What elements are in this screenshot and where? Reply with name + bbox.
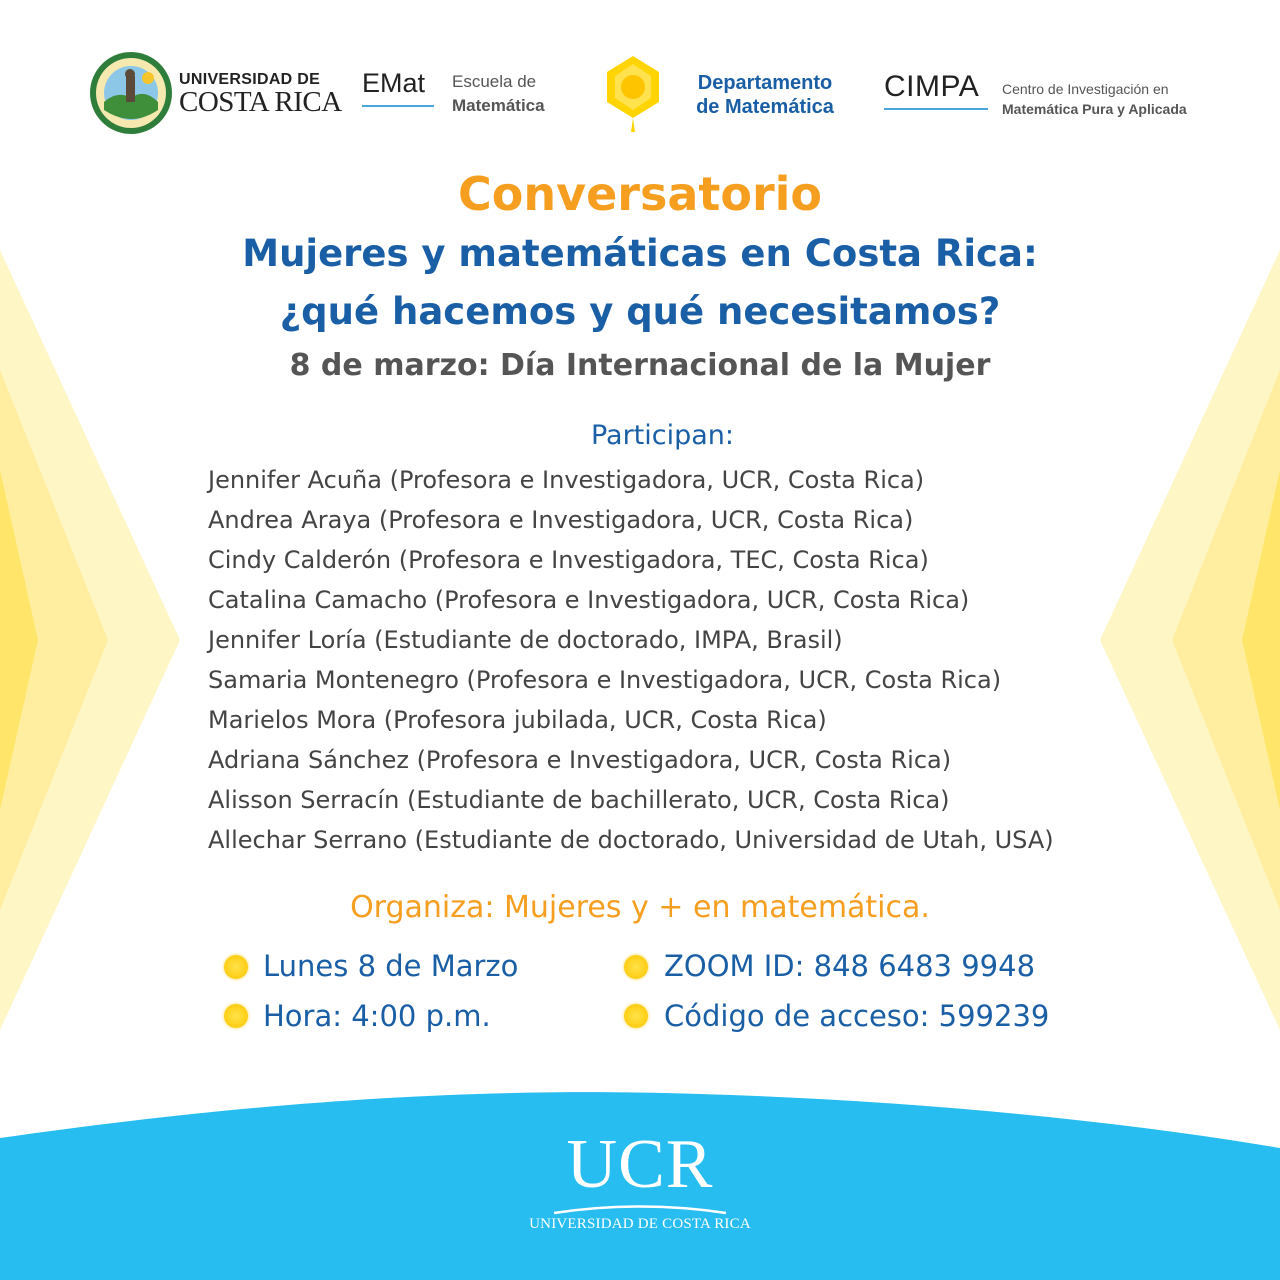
access-code: Código de acceso: 599239 (664, 999, 1050, 1033)
event-time: Hora: 4:00 p.m. (263, 999, 491, 1033)
emat-name: EMat (362, 68, 426, 98)
event-title-line1: Mujeres y matemáticas en Costa Rica: (242, 232, 1038, 275)
emat-description (452, 70, 545, 118)
cimpa-logo (884, 70, 988, 110)
departamento-line1: Departamento (697, 72, 833, 94)
bullet-dot-icon (624, 955, 648, 979)
footer-ucr-swoosh (550, 1202, 730, 1216)
participant-item: Marielos Mora (Profesora jubilada, UCR, Costa Rica) (208, 706, 827, 734)
participant-item: Samaria Montenegro (Profesora e Investigadora, UCR, Costa Rica) (208, 666, 1002, 694)
participant-item: Allechar Serrano (Estudiante de doctorado, Universidad de Utah, USA) (208, 826, 1054, 854)
participants-heading: Participan: (590, 420, 735, 451)
event-date: Lunes 8 de Marzo (263, 949, 519, 983)
participant-item: Jennifer Acuña (Profesora e Investigadora, UCR, Costa Rica) (208, 466, 925, 494)
participant-item: Alisson Serracín (Estudiante de bachillerato, UCR, Costa Rica) (208, 786, 950, 814)
cimpa-name: CIMPA (884, 70, 980, 103)
emat-line2: Matemática (452, 96, 545, 115)
participant-item: Catalina Camacho (Profesora e Investigadora, UCR, Costa Rica) (208, 586, 970, 614)
ucr-wordmark-line1: UNIVERSIDAD DE (179, 71, 321, 88)
ucr-wordmark (179, 71, 342, 116)
participant-item: Jennifer Loría (Estudiante de doctorado, IMPA, Brasil) (208, 626, 843, 654)
zoom-id: ZOOM ID: 848 6483 9948 (664, 949, 1036, 983)
departamento-logo (680, 71, 850, 119)
organizer-line: Organiza: Mujeres y + en matemática. (350, 890, 930, 925)
event-kind: Conversatorio (457, 167, 823, 221)
cimpa-description (1002, 79, 1187, 119)
footer-ucr-subtext: UNIVERSIDAD DE COSTA RICA (529, 1216, 751, 1232)
bullet-dot-icon (224, 955, 248, 979)
cimpa-line2: Matemática Pura y Aplicada (1002, 101, 1187, 117)
participant-item: Andrea Araya (Profesora e Investigadora, UCR, Costa Rica) (208, 506, 914, 534)
bullet-dot-icon (224, 1004, 248, 1028)
event-title-line2: ¿qué hacemos y qué necesitamos? (279, 290, 1001, 333)
footer-ucr-logo (0, 1126, 1280, 1233)
participant-item: Cindy Calderón (Profesora e Investigadora, TEC, Costa Rica) (208, 546, 929, 574)
ucr-seal-logo (88, 50, 174, 140)
event-subtitle: 8 de marzo: Día Internacional de la Mujer (289, 348, 991, 383)
emat-line1: Escuela de (452, 72, 537, 91)
emat-logo (362, 68, 434, 107)
participant-item: Adriana Sánchez (Profesora e Investigadora, UCR, Costa Rica) (208, 746, 952, 774)
sun-logo (593, 50, 673, 138)
participants-list (208, 462, 1054, 862)
bullet-dot-icon (624, 1004, 648, 1028)
emat-underline (362, 105, 434, 107)
ucr-wordmark-line2: COSTA RICA (179, 86, 342, 118)
cimpa-line1: Centro de Investigación en (1002, 81, 1169, 97)
departamento-line2: de Matemática (696, 96, 834, 118)
cimpa-underline (884, 108, 988, 110)
footer-ucr-letters: UCR (566, 1126, 714, 1203)
